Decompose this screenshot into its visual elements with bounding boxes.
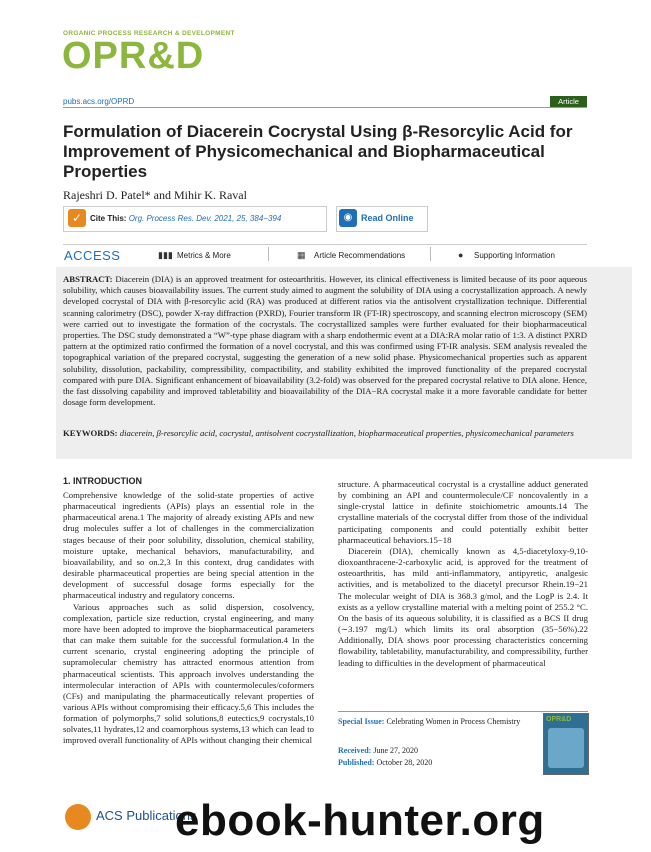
abstract-label: ABSTRACT: bbox=[63, 274, 113, 284]
read-online-icon: ◉ bbox=[339, 209, 357, 227]
recommendations-link[interactable]: Article Recommendations bbox=[314, 251, 406, 260]
access-label: ACCESS bbox=[64, 248, 121, 263]
published-date bbox=[338, 758, 432, 767]
cite-label: Cite This: bbox=[90, 214, 127, 223]
received-label: Received: bbox=[338, 746, 372, 755]
article-authors: Rajeshri D. Patel* and Mihir K. Raval bbox=[63, 188, 247, 202]
publisher-name: ACS Publications bbox=[96, 808, 197, 823]
cite-reference[interactable] bbox=[90, 214, 281, 223]
metrics-link[interactable]: Metrics & More bbox=[177, 251, 231, 260]
abstract-text bbox=[63, 274, 587, 408]
received-value: June 27, 2020 bbox=[373, 746, 418, 755]
body-column-right bbox=[338, 479, 588, 669]
cite-check-icon: ✓ bbox=[68, 209, 86, 227]
supporting-info-link[interactable]: Supporting Information bbox=[474, 251, 555, 260]
section-heading: 1. INTRODUCTION bbox=[63, 476, 143, 486]
received-date bbox=[338, 746, 418, 755]
access-separator bbox=[430, 247, 431, 261]
special-issue-label: Special Issue: bbox=[338, 717, 385, 726]
abstract-body: Diacerein (DIA) is an approved treatment for osteoarthritis. However, its clinical effectiveness is limited because of its poor aqueous solubility, which causes bioavailability issues. The current study aimed to augment the solubility of DIA using a cocrystallization approach. A newly developed cocrystal of DIA with β-resorcylic acid (RA) was produced at different ratios via the antisolvent crystallization technique. Differential scanning calorimetry (DSC), powder X-ray diffraction (PXRD), Fourier transform IR (FT-IR) spectroscopy, and scanning electron microscopy (SEM) were carried out to investigate the formation of the cocrystals. The cocrystallized samples were further evaluated for their biopharmaceutical properties. The DSC study demonstrated a “W”-type phase diagram with a sharp endothermic event at a DIA:RA molar ratio of 1:3. A distinct PXRD pattern at the optimized ratio confirmed the formation of a novel cocrystal, and this was confirmed using FT-IR analysis. SEM analysis revealed the topographical variation of the prepared cocrystal, suggesting the generation of a new solid phase. Physicomechanical properties such as apparent solubility, dissolution, packability, compressibility, compactibility, and stability exhibited the improved functionality of the prepared cocrystal compared with pure DIA. Significant enhancement of bioavailability (3.2-fold) was observed for the prepared cocrystal relative to DIA alone. Hence, the fast dissolving capability and improved tabletability and bioavailability of the DIA−RA cocrystal make it a more favorable candidate for better dosage form development. bbox=[63, 274, 588, 408]
special-issue-divider bbox=[338, 711, 588, 712]
access-separator bbox=[268, 247, 269, 261]
special-issue-name: Celebrating Women in Process Chemistry bbox=[386, 717, 521, 726]
journal-logo: OPR&D bbox=[62, 35, 205, 77]
body-column-left bbox=[63, 490, 314, 747]
paragraph: structure. A pharmaceutical cocrystal is a crystalline adduct generated by combining an API and countermolecule/CF noncovalently in a single-crystal lattice in definite stoichiometric amounts.14 The crystalline materials of the cocrystal differ from those of the individual participating components and could potentially exhibit better pharmaceutical behaviors.15−18 bbox=[338, 479, 588, 545]
article-type-badge: Article bbox=[550, 96, 587, 107]
paragraph: Diacerein (DIA), chemically known as 4,5-diacetyloxy-9,10-dioxoanthracene-2-carboxylic acid, is approved for the treatment of osteoarthritis, has mild anti-inflammatory, antipyretic, analgesic activities, and is metabolized to the diacetyl precursor Rhein.19−21 The molecular weight of DIA is 368.3 g/mol, and the LogP is 2.4. It exists as a yellow crystalline material with a melting point of 255.2 °C. On the basis of its aqueous solubility, it is classified as a BCS II drug (∼3.197 mg/L) which limits its oral absorption (35−56%).22 Additionally, DIA shows poor processing characteristics concerning flowability, tabletability, manufacturability, and compressibility, further leading to difficulties in the development of pharmaceutical bbox=[338, 545, 588, 668]
published-value: October 28, 2020 bbox=[376, 758, 433, 767]
published-label: Published: bbox=[338, 758, 375, 767]
watermark: ebook-hunter.org bbox=[175, 796, 545, 845]
cover-title: OPR&D bbox=[546, 716, 572, 723]
paragraph: Various approaches such as solid dispersion, cosolvency, complexation, particle size reduction, crystal engineering, and many more have been adopted to improve the biopharmaceutical parameters that can make them suitable for the successful formulation.4 In the current scenario, crystal engineering adopting the principle of supramolecular chemistry has attracted enormous attention from pharmaceutical scientists. This approach involves understanding the intermolecular interaction of APIs with countermolecules/coformers (CFs) and manipulating the pharmaceutically relevant properties of various APIs without compromising their efficacy.5,6 This includes the formation of polymorphs,7 solid solutions,8 eutectics,9 cocrystals,10 solvates,11 hydrates,12 and coamorphous systems,13 which can lead to improved overall functionality of APIs without changing their chemical bbox=[63, 601, 314, 746]
cite-reference-link[interactable]: Org. Process Res. Dev. 2021, 25, 384−394 bbox=[128, 214, 282, 223]
keywords-list: diacerein, β-resorcylic acid, cocrystal, antisolvent cocrystallization, biopharmaceutical properties, physicomechanical parameters bbox=[119, 428, 574, 438]
keywords-label: KEYWORDS: bbox=[63, 428, 118, 438]
special-issue bbox=[338, 717, 536, 728]
header-divider bbox=[63, 107, 587, 108]
recommendations-icon: ▦ bbox=[297, 250, 306, 260]
journal-homepage-link[interactable]: pubs.acs.org/OPRD bbox=[63, 97, 135, 106]
journal-cover-thumbnail[interactable] bbox=[543, 713, 589, 775]
access-bar-divider bbox=[63, 244, 587, 245]
keywords bbox=[63, 428, 587, 439]
cover-art bbox=[548, 728, 584, 768]
bar-chart-icon: ▮▮▮ bbox=[158, 250, 173, 260]
paragraph: Comprehensive knowledge of the solid-state properties of active pharmaceutical ingredients (APIs) plays an essential role in the pharmaceutical arena.1 The majority of already existing APIs and new drug molecules suffer a lot of challenges in the commercialization stages because of their poor solubility, dissolution, chemical stability, moisture uptake, mechanical behaviors, manufacturability, and bioavailability, and so on.2,3 In this context, drug candidates with desirable pharmaceutical properties are being special attention in the development of successful dosage forms especially for the pharmaceutical industry and regulatory concerns. bbox=[63, 490, 314, 601]
acs-logo-icon bbox=[65, 804, 91, 830]
supporting-info-icon: ● bbox=[458, 250, 464, 260]
read-online-label[interactable]: Read Online bbox=[361, 213, 414, 223]
journal-subtitle: ORGANIC PROCESS RESEARCH & DEVELOPMENT bbox=[63, 30, 235, 37]
article-title: Formulation of Diacerein Cocrystal Using β-Resorcylic Acid for Improvement of Physicomechanical and Biopharmaceutical Properties bbox=[63, 122, 573, 181]
